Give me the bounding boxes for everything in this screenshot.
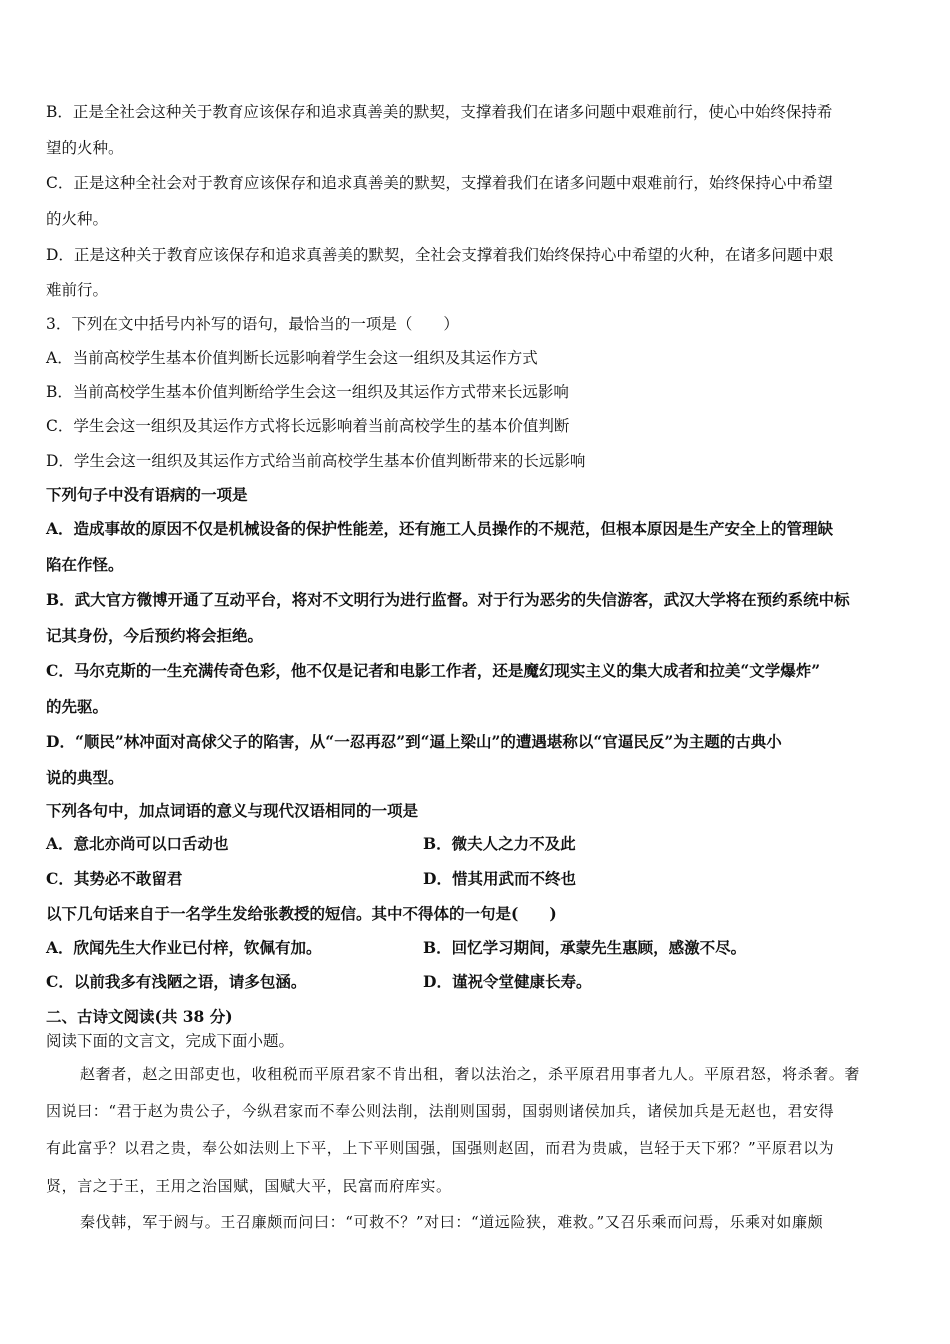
- grammar-option-a-line2: 陷在作怪。: [46, 555, 124, 574]
- grammar-option-c-line2: 的先驱。: [46, 697, 109, 716]
- passage-p1-line4: 贤，言之于王，王用之治国赋，国赋大平，民富而府库实。: [46, 1177, 452, 1195]
- meaning-option-d: D．惜其用武而不终也: [423, 869, 576, 888]
- q3-option-d: D．学生会这一组织及其运作方式给当前高校学生基本价值判断带来的长远影响: [46, 452, 586, 470]
- grammar-option-b-line2: 记其身份，今后预约将会拒绝。: [46, 626, 264, 645]
- grammar-option-a-line1: A．造成事故的原因不仅是机械设备的保护性能差，还有施工人员操作的不规范，但根本原因是生产安全上的管理缺: [46, 519, 834, 538]
- passage-p1-line2: 因说曰：“君于赵为贵公子，今纵君家而不奉公则法削，法削则国弱，国弱则诸侯加兵，诸侯加兵是无赵也，君安得: [46, 1102, 835, 1120]
- q2-option-b-line1: B．正是全社会这种关于教育应该保存和追求真善美的默契，支撑着我们在诸多问题中艰难前行，使心中始终保持希: [46, 103, 833, 121]
- meaning-option-b: B．微夫人之力不及此: [423, 834, 576, 853]
- sms-option-c: C．以前我多有浅陋之语，请多包涵。: [46, 972, 307, 991]
- passage-p1-line1: 赵奢者，赵之田部吏也，收租税而平原君家不肯出租，奢以法治之，杀平原君用事者九人。平原君怒，将杀奢。奢: [80, 1065, 861, 1083]
- grammar-option-b-line1: B．武大官方微博开通了互动平台，将对不文明行为进行监督。对于行为恶劣的失信游客，武汉大学将在预约系统中标: [46, 590, 850, 609]
- grammar-question-stem: 下列句子中没有语病的一项是: [46, 485, 248, 504]
- meaning-row-1: [46, 834, 906, 854]
- meaning-question-stem: 下列各句中，加点词语的意义与现代汉语相同的一项是: [46, 801, 419, 820]
- grammar-option-d-line1: D．“顺民”林冲面对高俅父子的陷害，从“一忍再忍”到“逼上梁山”的遭遇堪称以“官逼民反”为主题的古典小: [46, 732, 782, 751]
- q3-option-c: C．学生会这一组织及其运作方式将长远影响着当前高校学生的基本价值判断: [46, 417, 570, 435]
- grammar-option-c-line1: C．马尔克斯的一生充满传奇色彩，他不仅是记者和电影工作者，还是魔幻现实主义的集大成者和拉美“文学爆炸”: [46, 661, 821, 680]
- q3-stem: 3．下列在文中括号内补写的语句，最恰当的一项是（ ）: [46, 315, 459, 333]
- sms-option-a: A．欣闻先生大作业已付梓，钦佩有加。: [46, 938, 322, 957]
- q3-option-b: B．当前高校学生基本价值判断给学生会这一组织及其运作方式带来长远影响: [46, 383, 569, 401]
- passage-p2-line1: 秦伐韩，军于阏与。王召廉颇而问曰：“可救不？”对曰：“道远险狭，难救。”又召乐乘而问焉，乐乘对如廉颇: [80, 1213, 824, 1231]
- meaning-option-a: A．意北亦尚可以口舌动也: [46, 834, 229, 853]
- q2-option-c-line2: 的火种。: [46, 210, 109, 228]
- sms-row-1: [46, 938, 906, 958]
- grammar-option-d-line2: 说的典型。: [46, 768, 124, 787]
- meaning-option-c: C．其势必不敢留君: [46, 869, 183, 888]
- q3-option-a: A．当前高校学生基本价值判断长远影响着学生会这一组织及其运作方式: [46, 349, 538, 367]
- sms-option-b: B．回忆学习期间，承蒙先生惠顾，感激不尽。: [423, 938, 747, 957]
- passage-p1-line3: 有此富乎？以君之贵，奉公如法则上下平，上下平则国强，国强则赵固，而君为贵戚，岂轻于天下邪？”平原君以为: [46, 1139, 835, 1157]
- sms-option-d: D．谨祝令堂健康长寿。: [423, 972, 592, 991]
- section-heading: 二、古诗文阅读(共 38 分): [46, 1007, 233, 1026]
- meaning-row-2: [46, 869, 906, 889]
- reading-instruction: 阅读下面的文言文，完成下面小题。: [46, 1032, 295, 1050]
- q2-option-c-line1: C．正是这种全社会对于教育应该保存和追求真善美的默契，支撑着我们在诸多问题中艰难前行，始终保持心中希望: [46, 174, 833, 192]
- q2-option-b-line2: 望的火种。: [46, 139, 124, 157]
- sms-question-stem: 以下几句话来自于一名学生发给张教授的短信。其中不得体的一句是( ): [46, 904, 557, 923]
- q2-option-d-line1: D．正是这种关于教育应该保存和追求真善美的默契，全社会支撑着我们始终保持心中希望的火种，在诸多问题中艰: [46, 246, 834, 264]
- q2-option-d-line2: 难前行。: [46, 281, 109, 299]
- sms-row-2: [46, 972, 906, 992]
